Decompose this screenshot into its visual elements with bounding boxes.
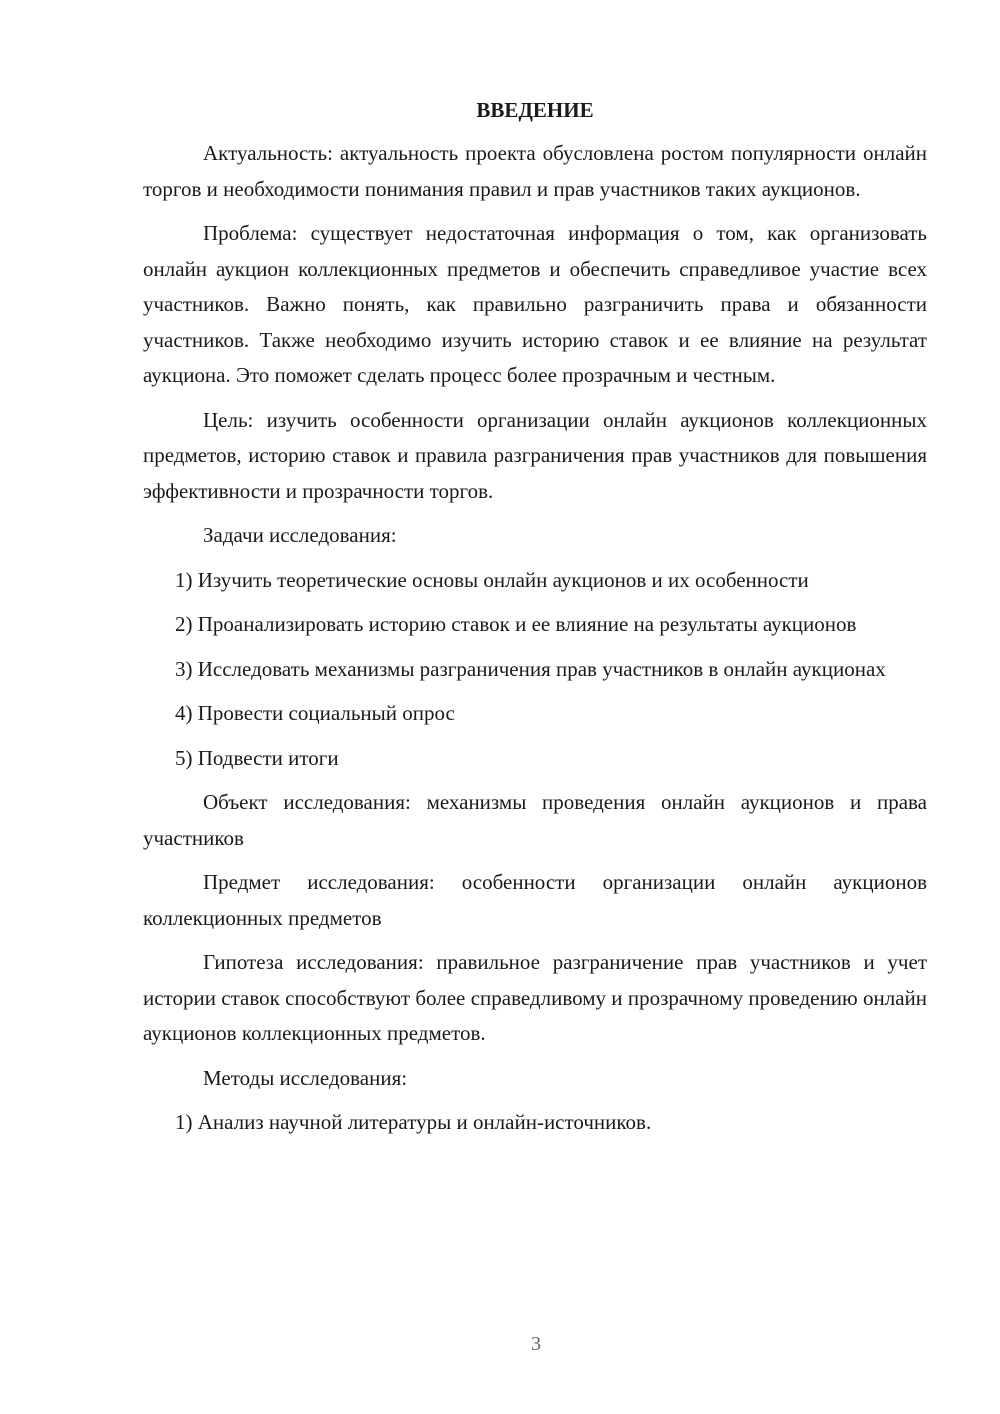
task-item-3: 3) Исследовать механизмы разграничения прав участников в онлайн аукционах (175, 656, 886, 681)
goal-paragraph: Цель: изучить особенности организации онлайн аукционов коллекционных предметов, историю ставок и правила разграничения прав участников для повышения эффективности и прозрачности торгов. (143, 407, 927, 503)
task-item-4: 4) Провести социальный опрос (175, 701, 455, 725)
page-number: 3 (531, 1333, 541, 1355)
problem-paragraph: Проблема: существует недостаточная информация о том, как организовать онлайн аукцион коллекционных предметов и обеспечить справедливое участие всех участников. Важно понять, как правильно разграничить права и обязанности участников. Также необходимо изучить историю ставок и ее влияние на результат аукциона. Это поможет сделать процесс более прозрачным и честным. (143, 221, 927, 387)
page-content (143, 96, 927, 1150)
object-paragraph: Объект исследования: механизмы проведения онлайн аукционов и права участников (143, 790, 927, 850)
tasks-heading: Задачи исследования: (203, 523, 397, 547)
task-item-5: 5) Подвести итоги (175, 745, 339, 770)
subject-paragraph: Предмет исследования: особенности организации онлайн аукционов коллекционных предметов (143, 870, 927, 930)
methods-heading: Методы исследования: (203, 1065, 408, 1090)
hypothesis-paragraph: Гипотеза исследования: правильное разграничение прав участников и учет истории ставок способствуют более справедливому и прозрачному проведению онлайн аукционов коллекционных предметов. (143, 950, 927, 1045)
method-item-1: 1) Анализ научной литературы и онлайн-источников. (175, 1110, 652, 1134)
task-item-1: 1) Изучить теоретические основы онлайн аукционов и их особенности (175, 567, 809, 592)
relevance-paragraph: Актуальность: актуальность проекта обусловлена ростом популярности онлайн торгов и необходимости понимания правил и прав участников таких аукционов. (143, 141, 927, 201)
section-heading: ВВЕДЕНИЕ (476, 98, 594, 122)
task-item-2: 2) Проанализировать историю ставок и ее влияние на результаты аукционов (175, 612, 857, 636)
